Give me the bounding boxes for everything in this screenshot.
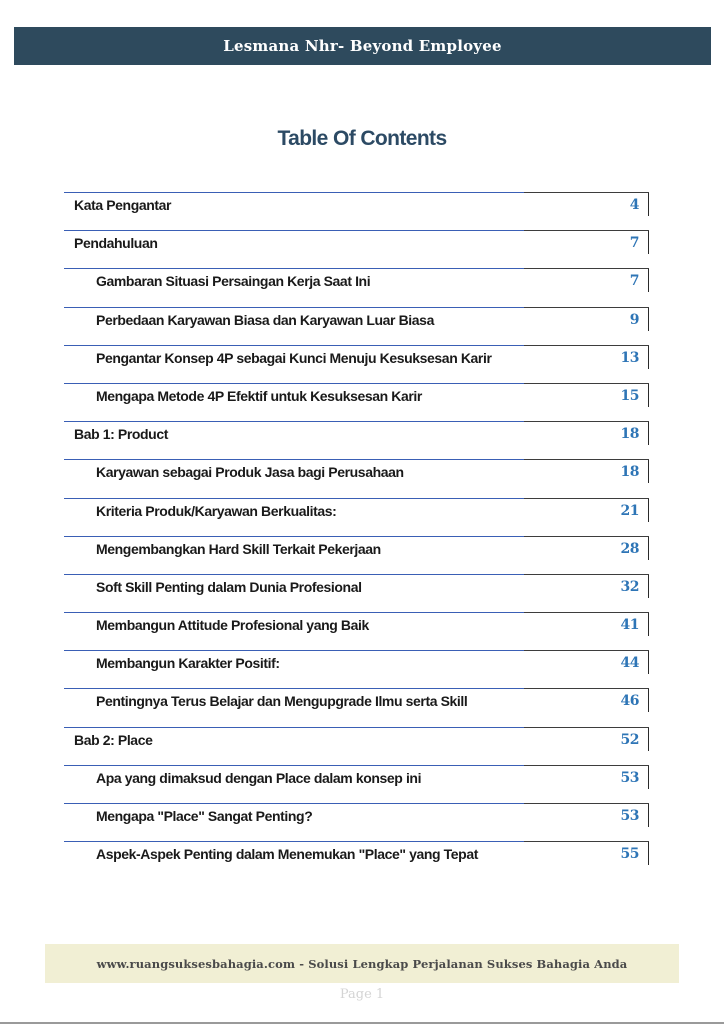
toc-entry-right-rule — [648, 460, 650, 483]
toc-entry-right-rule — [648, 422, 650, 445]
toc-entry-label[interactable]: Apa yang dimaksud dengan Place dalam konsep ini — [96, 769, 422, 786]
toc-entry-label[interactable]: Bab 2: Place — [74, 731, 153, 748]
toc-entry-page-number[interactable]: 13 — [620, 349, 639, 366]
toc-entry[interactable] — [64, 765, 649, 803]
toc-entry-right-rule — [648, 575, 650, 598]
toc-entry-right-rule — [648, 804, 650, 827]
toc-entry-page-number[interactable]: 55 — [620, 846, 639, 863]
page-title: Table Of Contents — [277, 127, 447, 150]
toc-entry-right-rule — [648, 346, 650, 369]
toc-entry[interactable] — [64, 727, 649, 765]
toc-entry-label[interactable]: Membangun Attitude Profesional yang Baik — [96, 617, 369, 634]
toc-entry-page-number[interactable]: 46 — [620, 693, 639, 710]
toc-entry-label[interactable]: Mengapa "Place" Sangat Penting? — [96, 808, 313, 824]
toc-entry-label[interactable]: Bab 1: Product — [74, 426, 168, 443]
toc-entry-label[interactable]: Pentingnya Terus Belajar dan Mengupgrade Ilmu serta Skill — [96, 693, 468, 710]
toc-entry-right-rule — [648, 613, 650, 636]
toc-entry[interactable] — [64, 688, 649, 726]
toc-entry-right-rule — [648, 269, 650, 292]
toc-entry-right-rule — [648, 384, 650, 407]
toc-entry-right-rule — [648, 308, 650, 331]
toc-entry-page-number[interactable]: 28 — [620, 540, 639, 557]
toc-entry-label[interactable]: Mengembangkan Hard Skill Terkait Pekerjaan — [96, 540, 381, 557]
toc-entry-page-number[interactable]: 41 — [620, 617, 639, 634]
toc-entry[interactable] — [64, 650, 649, 688]
toc-entry-page-number[interactable]: 7 — [629, 235, 639, 252]
toc-entry[interactable] — [64, 803, 649, 841]
toc-entry-label[interactable]: Soft Skill Penting dalam Dunia Profesional — [96, 578, 362, 595]
toc-entry[interactable] — [64, 536, 649, 574]
table-of-contents — [64, 192, 649, 879]
toc-entry-label[interactable]: Pengantar Konsep 4P sebagai Kunci Menuju Kesuksesan Karir — [96, 349, 492, 366]
toc-entry[interactable] — [64, 230, 649, 268]
toc-entry-right-rule — [648, 231, 650, 254]
toc-entry-label[interactable]: Gambaran Situasi Persaingan Kerja Saat Ini — [96, 273, 371, 290]
toc-entry[interactable] — [64, 459, 649, 497]
toc-entry-label[interactable]: Membangun Karakter Positif: — [96, 655, 280, 672]
toc-entry-label[interactable]: Pendahuluan — [74, 235, 158, 252]
toc-entry[interactable] — [64, 841, 649, 879]
toc-entry-page-number[interactable]: 4 — [629, 197, 639, 213]
toc-entry-label[interactable]: Aspek-Aspek Penting dalam Menemukan "Place" yang Tepat — [96, 846, 478, 863]
toc-entry-page-number[interactable]: 15 — [620, 387, 639, 404]
toc-entry-page-number[interactable]: 53 — [620, 808, 639, 824]
toc-entry-right-rule — [648, 537, 650, 560]
toc-entry-label[interactable]: Kriteria Produk/Karyawan Berkualitas: — [96, 502, 337, 519]
toc-entry-label[interactable]: Kata Pengantar — [74, 197, 172, 213]
toc-entry-page-number[interactable]: 44 — [620, 655, 639, 672]
page-number: Page 1 — [339, 987, 385, 1002]
footer-tagline: www.ruangsuksesbahagia.com - Solusi Lengkap Perjalanan Sukses Bahagia Anda — [96, 956, 628, 971]
toc-entry-page-number[interactable]: 21 — [620, 502, 639, 519]
toc-entry-label[interactable]: Perbedaan Karyawan Biasa dan Karyawan Luar Biasa — [96, 311, 434, 328]
toc-entry[interactable] — [64, 383, 649, 421]
toc-entry-right-rule — [648, 689, 650, 712]
toc-entry[interactable] — [64, 421, 649, 459]
toc-entry[interactable] — [64, 307, 649, 345]
toc-entry[interactable] — [64, 192, 649, 230]
toc-entry-page-number[interactable]: 32 — [620, 578, 639, 595]
toc-entry-page-number[interactable]: 52 — [620, 731, 639, 748]
toc-entry-right-rule — [648, 842, 650, 865]
toc-entry-right-rule — [648, 499, 650, 522]
toc-entry-page-number[interactable]: 18 — [620, 426, 639, 443]
toc-entry[interactable] — [64, 612, 649, 650]
document-header-title: Lesmana Nhr- Beyond Employee — [223, 37, 502, 55]
toc-entry[interactable] — [64, 574, 649, 612]
toc-entry-label[interactable]: Karyawan sebagai Produk Jasa bagi Perusahaan — [96, 464, 404, 481]
toc-entry[interactable] — [64, 345, 649, 383]
toc-entry-page-number[interactable]: 9 — [629, 311, 639, 328]
toc-entry-label[interactable]: Mengapa Metode 4P Efektif untuk Kesuksesan Karir — [96, 387, 422, 404]
document-header — [14, 27, 711, 65]
toc-entry-page-number[interactable]: 7 — [629, 273, 639, 290]
toc-entry[interactable] — [64, 268, 649, 306]
toc-entry-right-rule — [648, 651, 650, 674]
toc-entry[interactable] — [64, 498, 649, 536]
toc-entry-right-rule — [648, 766, 650, 789]
toc-entry-page-number[interactable]: 53 — [620, 769, 639, 786]
footer-band — [45, 944, 679, 983]
toc-entry-right-rule — [648, 728, 650, 751]
toc-entry-page-number[interactable]: 18 — [620, 464, 639, 481]
toc-entry-right-rule — [648, 193, 650, 216]
